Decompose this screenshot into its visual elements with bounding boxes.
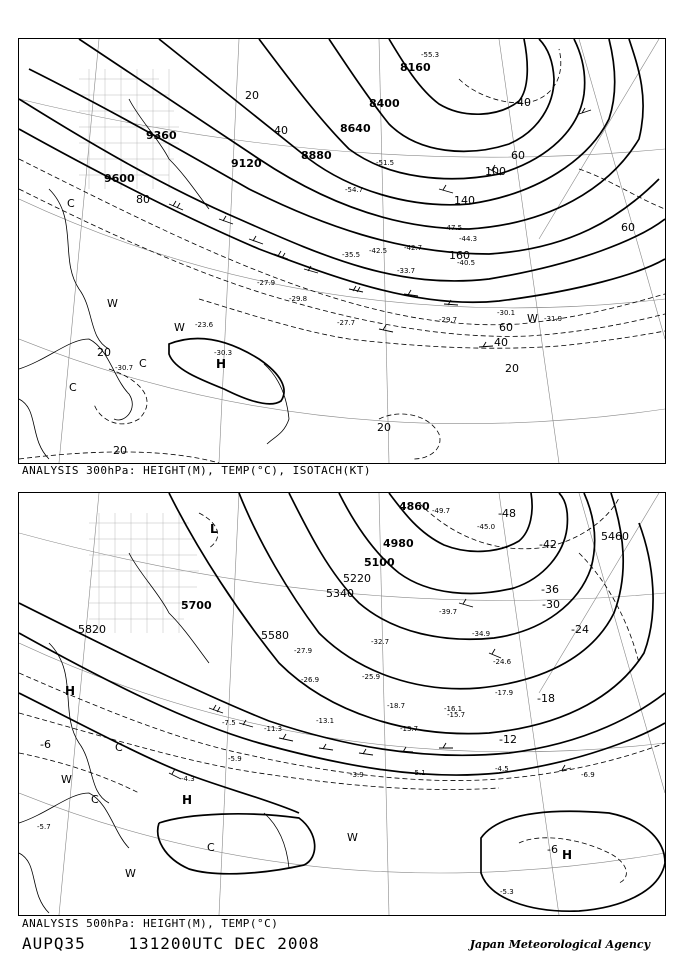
cold-center-label: C	[91, 793, 99, 806]
temp-reading: -5.9	[228, 755, 242, 763]
isotach-label: 140	[454, 194, 475, 207]
temp-reading: -32.7	[371, 638, 390, 646]
height-label: 9600	[104, 172, 135, 185]
temp-reading: -5.3	[500, 888, 514, 896]
low-center-label: L	[210, 522, 218, 536]
isotach-label: 40	[274, 124, 288, 137]
isotach-label: 80	[136, 193, 150, 206]
temp-reading: -44.3	[459, 235, 478, 243]
high-center-label: H	[216, 357, 227, 371]
temp-contour-label: -12	[499, 733, 517, 746]
isotach-label: 20	[505, 362, 519, 375]
high-center-label: H	[65, 684, 76, 698]
temp-contour-label: -6	[40, 738, 51, 751]
temp-reading: -16.1	[444, 705, 463, 713]
high-center-label: H	[562, 848, 573, 862]
temp-reading: -30.3	[214, 349, 233, 357]
temp-reading: -3.9	[350, 771, 364, 779]
warm-center-label: W	[174, 321, 185, 334]
isotach-label: 20	[97, 346, 111, 359]
height-label: 4860	[399, 500, 430, 513]
height-label: 4980	[383, 537, 414, 550]
warm-center-label: W	[107, 297, 118, 310]
temp-reading: -31.9	[544, 315, 563, 323]
height-label: 5700	[181, 599, 212, 612]
temp-contour-label: -6	[547, 843, 558, 856]
temp-contour-label: -48	[498, 507, 516, 520]
temp-reading: -27.9	[257, 279, 276, 287]
temp-reading: -40.5	[457, 259, 476, 267]
temp-reading: -24.6	[493, 658, 512, 666]
valid-datetime: 131200UTC DEC 2008	[128, 934, 320, 953]
temp-reading: -39.7	[439, 608, 458, 616]
temp-reading: -42.7	[404, 244, 423, 252]
warm-center-label: W	[347, 831, 358, 844]
temp-reading: -13.1	[316, 717, 335, 725]
height-label: 5340	[326, 587, 354, 600]
isotach-label: 20	[245, 89, 259, 102]
height-label: 8400	[369, 97, 400, 110]
temp-reading: -18.7	[387, 702, 406, 710]
temp-reading: -13.7	[400, 725, 419, 733]
temp-reading: -27.7	[337, 319, 356, 327]
temp-reading: -5.1	[412, 769, 426, 777]
chart-id-and-time	[22, 934, 320, 953]
temp-reading: -29.8	[289, 295, 308, 303]
temp-reading: -4.5	[495, 765, 509, 773]
temp-reading: -27.9	[294, 647, 313, 655]
temp-reading: -25.9	[362, 673, 381, 681]
warm-center-label: W	[527, 312, 538, 325]
isotach-label: 160	[449, 249, 470, 262]
height-contours-300	[19, 39, 665, 404]
temp-reading: -55.3	[421, 51, 440, 59]
temp-contour-label: -24	[571, 623, 589, 636]
temp-reading: -33.7	[397, 267, 416, 275]
cold-center-label: C	[207, 841, 215, 854]
height-label: 5460	[601, 530, 629, 543]
cold-center-label: C	[69, 381, 77, 394]
temp-contour-label: -36	[541, 583, 559, 596]
high-center-label: H	[182, 793, 193, 807]
temp-reading: -15.7	[447, 711, 466, 719]
height-label: 9360	[146, 129, 177, 142]
height-label: 5220	[343, 572, 371, 585]
temp-reading: -30.7	[115, 364, 134, 372]
height-label: 8640	[340, 122, 371, 135]
isotach-label: 60	[621, 221, 635, 234]
isotherms-500	[19, 498, 665, 883]
isotach-label: 60	[499, 321, 513, 334]
temp-reading: -5.7	[37, 823, 51, 831]
cold-center-label: C	[115, 741, 123, 754]
temp-reading: -30.1	[497, 309, 516, 317]
cold-center-label: C	[139, 357, 147, 370]
isotach-label: 40	[517, 96, 531, 109]
hatch-500	[89, 513, 199, 633]
temp-reading: -4.3	[181, 775, 195, 783]
temp-reading: -7.5	[222, 719, 236, 727]
temp-reading: -49.7	[432, 507, 451, 515]
isotach-label: 20	[113, 444, 127, 457]
height-label: 5580	[261, 629, 289, 642]
temp-reading: -42.5	[369, 247, 388, 255]
temp-reading: -23.6	[195, 321, 214, 329]
temp-contour-label: -30	[542, 598, 560, 611]
height-label: 5820	[78, 623, 106, 636]
chart-code: AUPQ35	[22, 934, 86, 953]
temp-reading: -6.9	[581, 771, 595, 779]
caption-500hpa: ANALYSIS 500hPa: HEIGHT(M), TEMP(°C)	[22, 917, 279, 930]
temp-reading: -34.9	[472, 630, 491, 638]
warm-center-label: W	[125, 867, 136, 880]
agency-credit: Japan Meteorological Agency	[469, 938, 650, 951]
isotach-label: 100	[485, 165, 506, 178]
temp-reading: -47.5	[444, 224, 463, 232]
temp-contour-label: -18	[537, 692, 555, 705]
height-label: 8880	[301, 149, 332, 162]
temp-reading: -26.9	[301, 676, 320, 684]
temp-reading: -11.3	[264, 725, 283, 733]
height-label: 8160	[400, 61, 431, 74]
cold-center-label: C	[67, 197, 75, 210]
temp-reading: -54.7	[345, 186, 364, 194]
temp-reading: -35.5	[342, 251, 361, 259]
temp-reading: -51.5	[376, 159, 395, 167]
isotach-label: 40	[494, 336, 508, 349]
caption-300hpa: ANALYSIS 300hPa: HEIGHT(M), TEMP(°C), ISOTACH(KT)	[22, 464, 372, 477]
map-panel-300hpa	[18, 38, 666, 464]
map-panel-500hpa	[18, 492, 666, 916]
height-label: 9120	[231, 157, 262, 170]
isotach-label: 20	[377, 421, 391, 434]
coastline-500	[19, 553, 289, 913]
temp-reading: -45.0	[477, 523, 496, 531]
height-label: 5100	[364, 556, 395, 569]
warm-center-label: W	[61, 773, 72, 786]
temp-reading: -29.7	[439, 316, 458, 324]
temp-contour-label: -42	[539, 538, 557, 551]
temp-reading: -17.9	[495, 689, 514, 697]
isotach-label: 60	[511, 149, 525, 162]
